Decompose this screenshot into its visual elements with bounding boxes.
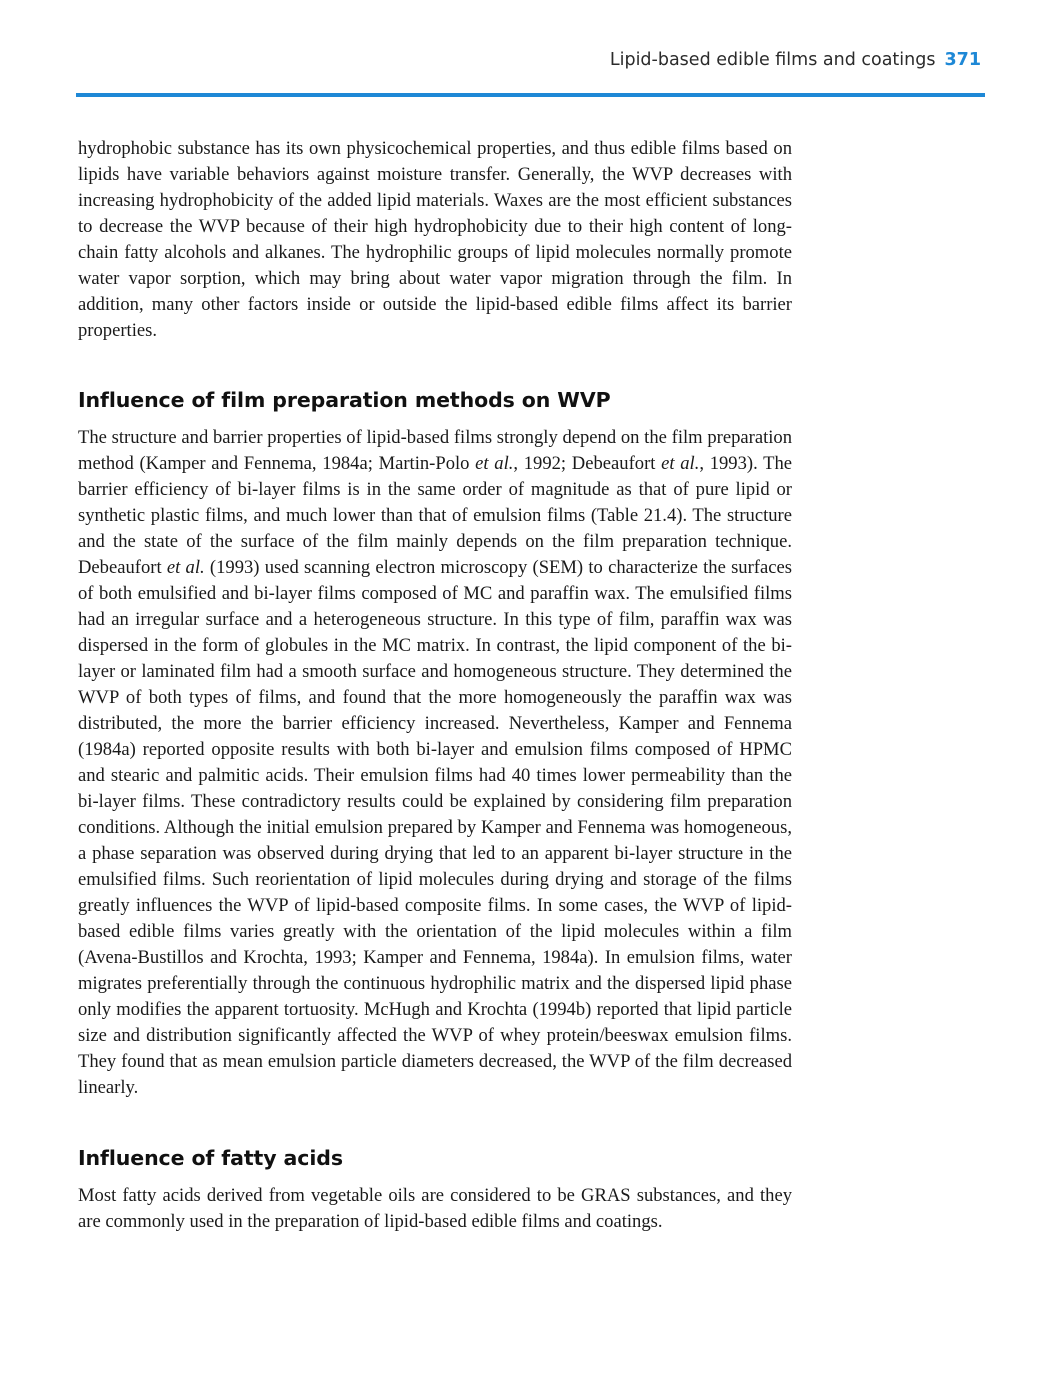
running-title: Lipid-based edible films and coatings (609, 50, 936, 70)
page-number: 371 (944, 50, 981, 70)
body-text (78, 136, 792, 1235)
section-heading-fatty-acids: Influence of fatty acids (78, 1146, 343, 1170)
paragraph-fatty-acids: Most fatty acids derived from vegetable oils are considered to be GRAS substances, and they are commonly used in the preparation of lipid-based edible films and coatings. (78, 1185, 792, 1232)
header-rule (76, 93, 985, 97)
paragraph-film-preparation: The structure and barrier properties of lipid-based films strongly depend on the film preparation method (Kamper and Fennema, 1984a; Martin-Polo et al., 1992; Debeaufort et al., 1993). The barrier efficiency of bi-layer films is in the same order of magnitude as that of pure lipid or synthetic plastic films, and much lower than that of emulsion films (Table 21.4). The structure and the state of the surface of the film mainly depends on the film preparation technique. Debeaufort et al. (1993) used scanning electron microscopy (SEM) to characterize the surfaces of both emulsified and bi-layer films composed of MC and paraffin wax. The emulsified films had an irregular surface and a heterogeneous structure. In this type of film, paraffin wax was dispersed in the form of globules in the MC matrix. In contrast, the lipid component of the bi-layer or laminated film had a smooth surface and homogeneous structure. They determined the WVP of both types of films, and found that the more homogeneously the paraffin wax was distributed, the more the barrier efficiency increased. Nevertheless, Kamper and Fennema (1984a) reported opposite results with both bi-layer and emulsion films composed of HPMC and stearic and palmitic acids. Their emulsion films had 40 times lower permeability than the bi-layer films. These contradictory results could be explained by considering film preparation conditions. Although the initial emulsion prepared by Kamper and Fennema was homogeneous, a phase separation was observed during drying that led to an apparent bi-layer structure in the emulsified films. Such reorientation of lipid molecules during drying and storage of the films greatly influences the WVP of lipid-based composite films. In some cases, the WVP of lipid-based edible films varies greatly with the orientation of the lipid molecules within a film (Avena-Bustillos and Krochta, 1993; Kamper and Fennema, 1984a). In emulsion films, water migrates preferentially through the continuous hydrophilic matrix and the dispersed lipid phase only modifies the apparent tortuosity. McHugh and Krochta (1994b) reported that lipid particle size and distribution significantly affected the WVP of whey protein/beeswax emulsion films. They found that as mean emulsion particle diameters decreased, the WVP of the film decreased linearly. (78, 427, 792, 1098)
running-header (610, 50, 981, 70)
section-heading-film-preparation: Influence of film preparation methods on WVP (78, 388, 611, 412)
paragraph-intro: hydrophobic substance has its own physicochemical properties, and thus edible films based on lipids have variable behaviors against moisture transfer. Generally, the WVP decreases with increasing hydrophobicity of the added lipid materials. Waxes are the most efficient substances to decrease the WVP because of their high hydrophobicity due to their high content of long-chain fatty alcohols and alkanes. The hydrophilic groups of lipid molecules normally promote water vapor sorption, which may bring about water vapor migration through the film. In addition, many other factors inside or outside the lipid-based edible films affect its barrier properties. (78, 138, 792, 341)
